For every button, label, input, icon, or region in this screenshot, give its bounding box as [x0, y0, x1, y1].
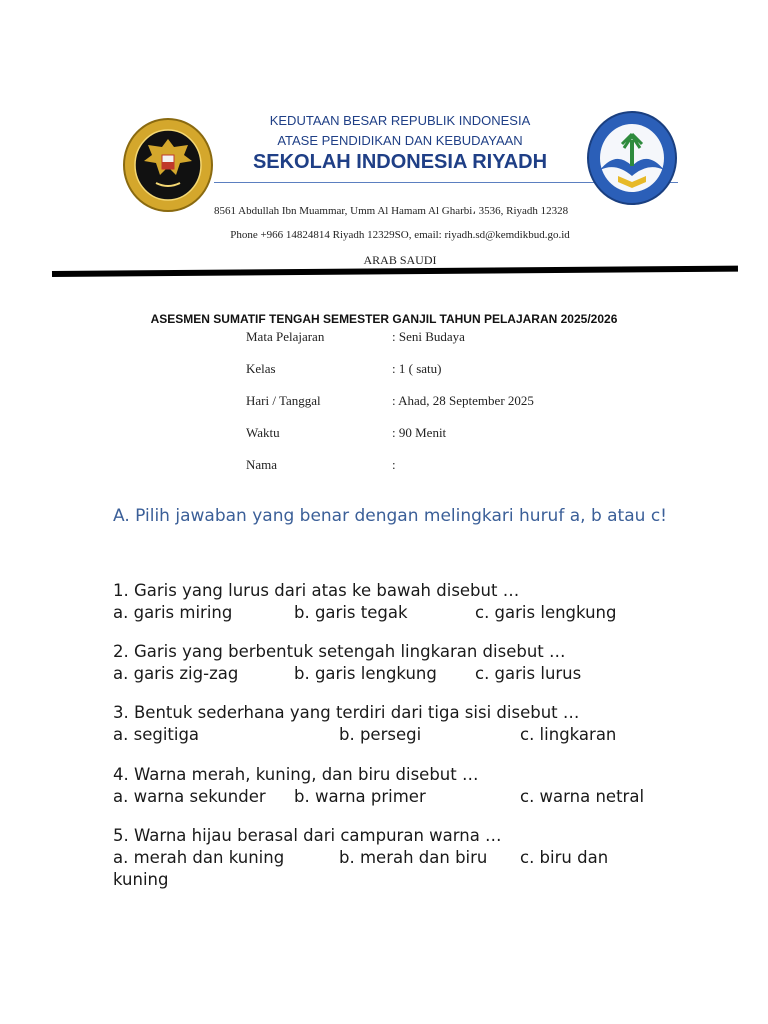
info-value: : 1 ( satu): [392, 361, 442, 376]
info-label: Nama: [246, 457, 278, 472]
school-address: 8561 Abdullah Ibn Muammar, Umm Al Hamam Al Gharbi، 3536, Riyadh 12328: [214, 205, 569, 217]
question-text: 4. Warna merah, kuning, dan biru disebut …: [113, 765, 479, 784]
info-label: Waktu: [246, 425, 280, 440]
letterhead-divider: [52, 266, 738, 277]
header-attache: ATASE PENDIDIKAN DAN KEBUDAYAAN: [277, 133, 523, 148]
info-value: : Seni Budaya: [392, 329, 465, 344]
school-contact: Phone +966 14824814 Riyadh 12329SO, email: riyadh.sd@kemdikbud.go.id: [230, 229, 570, 241]
option-c[interactable]: c. warna netral: [520, 787, 645, 806]
info-label: Kelas: [246, 361, 276, 376]
option-c[interactable]: c. garis lurus: [475, 664, 582, 683]
option-b[interactable]: b. warna primer: [294, 787, 426, 806]
option-c[interactable]: c. lingkaran: [520, 725, 617, 744]
info-value: : 90 Menit: [392, 425, 447, 440]
option-c[interactable]: c. garis lengkung: [475, 603, 617, 622]
school-country: ARAB SAUDI: [363, 253, 437, 267]
info-value: :: [392, 457, 396, 472]
header-school-name: SEKOLAH INDONESIA RIYADH: [252, 151, 548, 173]
info-label: Hari / Tanggal: [246, 393, 321, 408]
section-heading: A. Pilih jawaban yang benar dengan melingkari huruf a, b atau c!: [113, 506, 667, 526]
question-text: 3. Bentuk sederhana yang terdiri dari tiga sisi disebut …: [113, 703, 580, 722]
question-text: 2. Garis yang berbentuk setengah lingkaran disebut …: [113, 642, 566, 661]
question-text: 5. Warna hijau berasal dari campuran warna …: [113, 826, 502, 845]
option-b[interactable]: b. persegi: [339, 725, 422, 744]
info-label: Mata Pelajaran: [246, 329, 325, 344]
question-3: [113, 702, 617, 746]
option-a[interactable]: a. garis miring: [113, 603, 233, 622]
school-logo-icon: [586, 110, 678, 206]
option-b[interactable]: b. merah dan biru: [339, 848, 488, 867]
option-b[interactable]: b. garis tegak: [294, 603, 408, 622]
option-a[interactable]: a. segitiga: [113, 725, 200, 744]
question-text: 1. Garis yang lurus dari atas ke bawah disebut …: [113, 581, 520, 600]
question-2: [113, 641, 582, 685]
question-1: [113, 580, 617, 624]
exam-title: ASESMEN SUMATIF TENGAH SEMESTER GANJIL TAHUN PELAJARAN 2025/2026: [150, 312, 618, 326]
option-a[interactable]: a. garis zig-zag: [113, 664, 239, 683]
option-c-continuation: kuning: [113, 870, 169, 889]
info-value: : Ahad, 28 September 2025: [392, 393, 534, 408]
question-4: [113, 764, 645, 808]
option-a[interactable]: a. warna sekunder: [113, 787, 266, 806]
question-5: [113, 825, 609, 891]
header-embassy: KEDUTAAN BESAR REPUBLIK INDONESIA: [269, 113, 531, 128]
option-a[interactable]: a. merah dan kuning: [113, 848, 285, 867]
option-b[interactable]: b. garis lengkung: [294, 664, 437, 683]
option-c[interactable]: c. biru dan: [520, 848, 609, 867]
